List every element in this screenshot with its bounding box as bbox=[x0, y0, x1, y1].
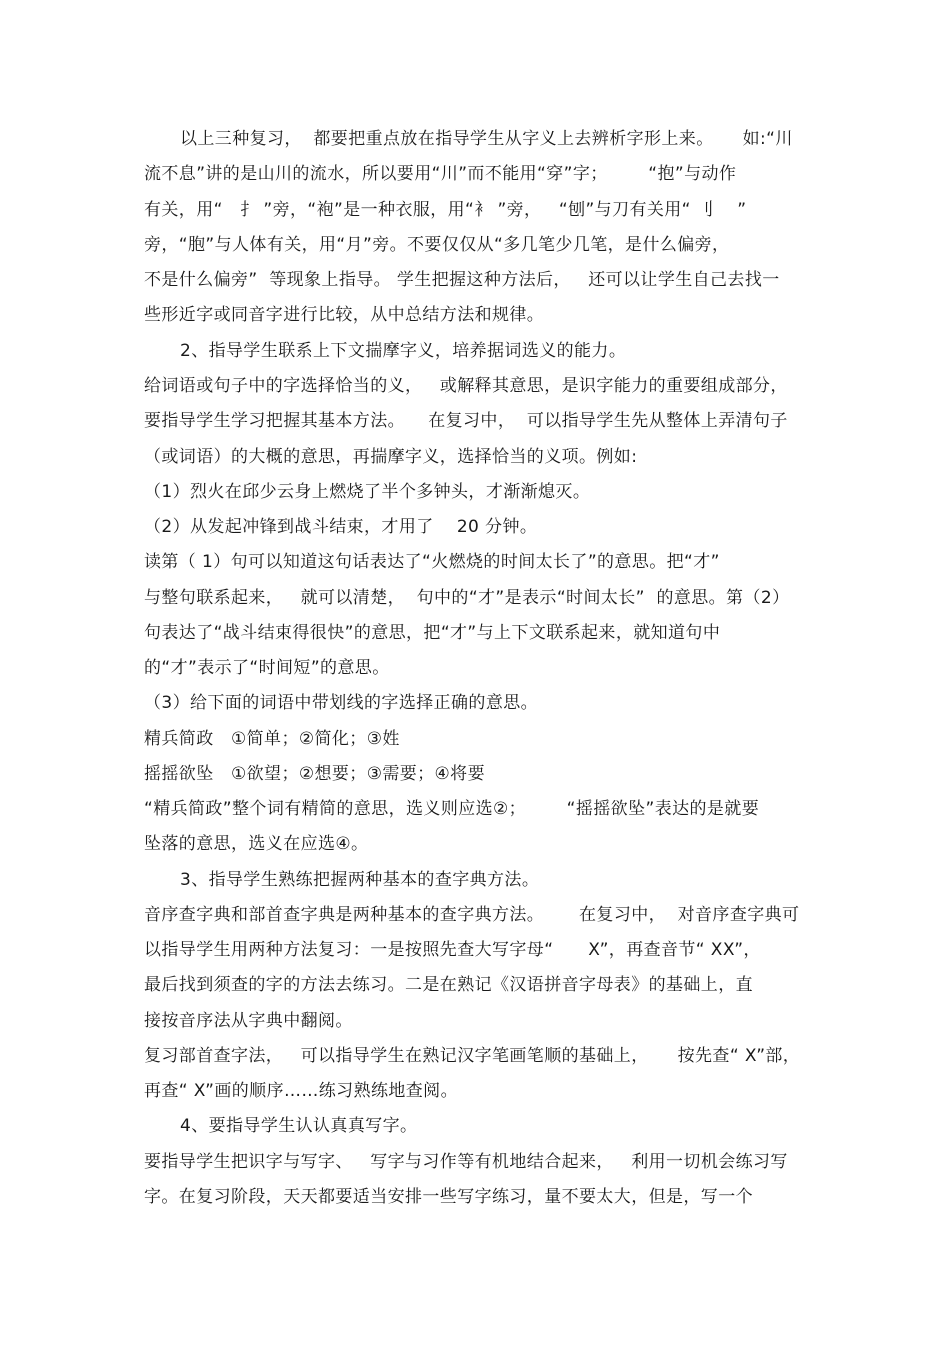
paragraph-line: 音序查字典和部首查字典是两种基本的查字典方法。 在复习中， 对音序查字典可 bbox=[144, 905, 800, 925]
paragraph-line: 给词语或句子中的字选择恰当的义， 或解释其意思，是识字能力的重要组成部分， bbox=[144, 376, 788, 396]
paragraph-line: （或词语）的大概的意思，再揣摩字义，选择恰当的义项。例如: bbox=[144, 447, 638, 467]
paragraph-line: 最后找到须查的字的方法去练习。二是在熟记《汉语拼音字母表》的基础上，直 bbox=[144, 975, 753, 995]
example-line: 摇摇欲坠 ①欲望；②想要；③需要；④将要 bbox=[144, 764, 485, 784]
paragraph-line: 句表达了“战斗结束得很快”的意思，把“才”与上下文联系起来，就知道句中 bbox=[144, 623, 721, 643]
paragraph-line: 的“才”表示了“时间短”的意思。 bbox=[144, 658, 390, 678]
example-line: （1）烈火在邱少云身上燃烧了半个多钟头，才渐渐熄灭。 bbox=[144, 482, 591, 502]
example-line: （2）从发起冲锋到战斗结束，才用了 20 分钟。 bbox=[144, 517, 538, 537]
paragraph-line: 再查“ X”画的顺序……练习熟练地查阅。 bbox=[144, 1081, 458, 1101]
section-heading: 4、要指导学生认认真真写字。 bbox=[180, 1116, 418, 1136]
paragraph-line: 旁，“胞”与人体有关，用“月”旁。不要仅仅从“多几笔少几笔，是什么偏旁， bbox=[144, 235, 730, 255]
example-line: 精兵简政 ①简单；②简化；③姓 bbox=[144, 729, 400, 749]
paragraph-line: 读第（ 1）句可以知道这句话表达了“火燃烧的时间太长了”的意思。把“才” bbox=[144, 552, 720, 572]
paragraph-line: 坠落的意思，选义在应选④。 bbox=[144, 834, 369, 854]
paragraph-line: 接按音序法从字典中翻阅。 bbox=[144, 1011, 353, 1031]
paragraph-line: 流不息”讲的是山川的流水，所以要用“川”而不能用“穿”字； “抱”与动作 bbox=[144, 164, 737, 184]
paragraph-line: 有关，用“ 扌 ”旁，“袍”是一种衣服，用“衤 ”旁， “刨”与刀有关用“ 刂 ” bbox=[144, 200, 747, 220]
paragraph-line: 些形近字或同音字进行比较，从中总结方法和规律。 bbox=[144, 305, 545, 325]
paragraph-line: 以上三种复习， 都要把重点放在指导学生从字义上去辨析字形上来。 如:“川 bbox=[180, 129, 793, 149]
example-line: （3）给下面的词语中带划线的字选择正确的意思。 bbox=[144, 693, 539, 713]
paragraph-line: 不是什么偏旁” 等现象上指导。 学生把握这种方法后， 还可以让学生自己去找一 bbox=[144, 270, 780, 290]
paragraph-line: 要指导学生学习把握其基本方法。 在复习中， 可以指导学生先从整体上弄清句子 bbox=[144, 411, 788, 431]
section-heading: 2、指导学生联系上下文揣摩字义，培养据词选义的能力。 bbox=[180, 341, 627, 361]
paragraph-line: “精兵简政”整个词有精简的意思，选义则应选②； “摇摇欲坠”表达的是就要 bbox=[144, 799, 760, 819]
paragraph-line: 字。在复习阶段，天天都要适当安排一些写字练习，量不要太大，但是，写一个 bbox=[144, 1187, 753, 1207]
paragraph-line: 复习部首查字法， 可以指导学生在熟记汉字笔画笔顺的基础上， 按先查“ X”部， bbox=[144, 1046, 801, 1066]
section-heading: 3、指导学生熟练把握两种基本的查字典方法。 bbox=[180, 870, 540, 890]
paragraph-line: 要指导学生把识字与写字、 写字与习作等有机地结合起来， 利用一切机会练习写 bbox=[144, 1152, 788, 1172]
paragraph-line: 与整句联系起来， 就可以清楚， 句中的“才”是表示“时间太长” 的意思。第（2） bbox=[144, 588, 790, 608]
paragraph-line: 以指导学生用两种方法复习：一是按照先查大写字母“ X”，再查音节“ XX”， bbox=[144, 940, 761, 960]
